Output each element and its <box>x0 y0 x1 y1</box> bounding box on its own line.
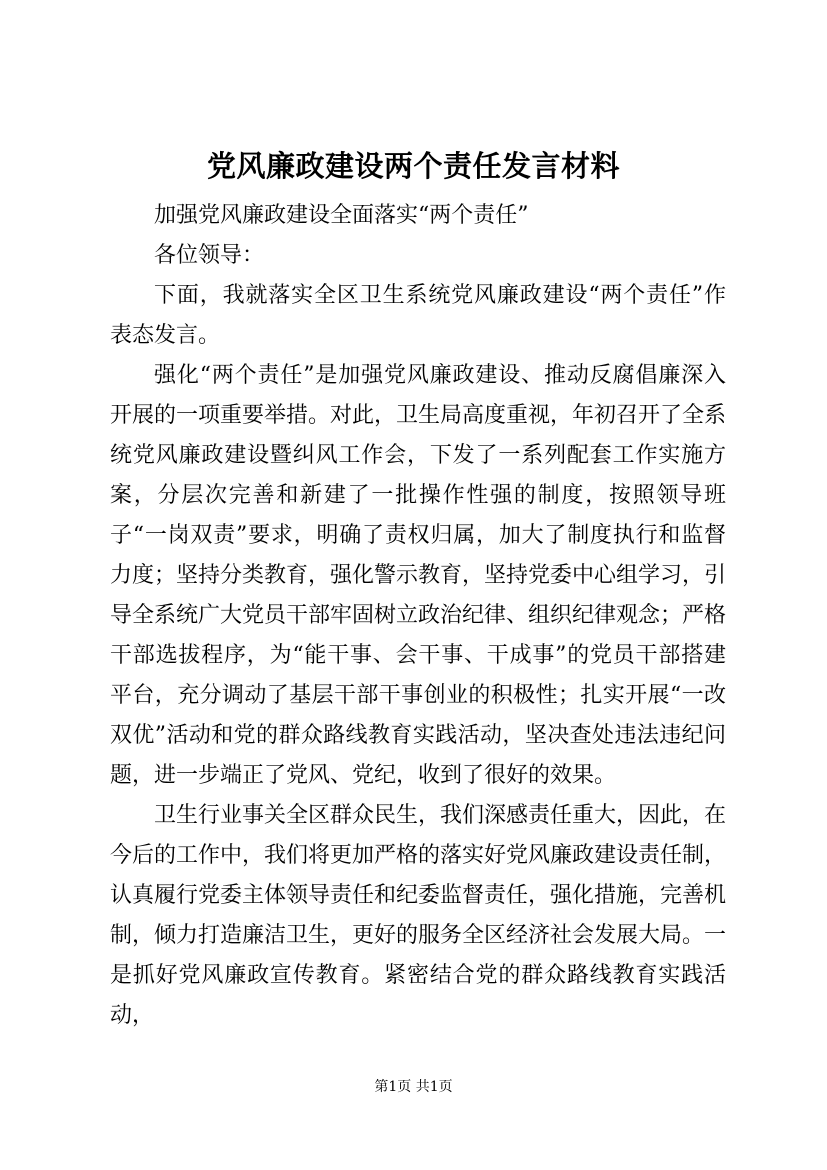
paragraph-plans: 卫生行业事关全区群众民生，我们深感责任重大，因此，在今后的工作中，我们将更加严格的落实好党风廉政建设责任制，认真履行党委主体领导责任和纪委监督责任，强化措施，完善机制，倾力打造廉洁卫生，更好的服务全区经济社会发展大局。一是抓好党风廉政宣传教育。紧密结合党的群众路线教育实践活动， <box>110 803 727 1028</box>
paragraph-salutation: 各位领导： <box>154 243 265 268</box>
document-body <box>110 196 726 1036</box>
paragraph-subtitle: 加强党风廉政建设全面落实“两个责任” <box>154 203 529 228</box>
paragraph-achievements: 强化“两个责任”是加强党风廉政建设、推动反腐倡廉深入开展的一项重要举措。对此，卫生局高度重视，年初召开了全系统党风廉政建设暨纠风工作会，下发了一系列配套工作实施方案，分层次完善和新建了一批操作性强的制度，按照领导班子“一岗双责”要求，明确了责权归属，加大了制度执行和监督力度；坚持分类教育，强化警示教育，坚持党委中心组学习，引导全系统广大党员干部牢固树立政治纪律、组织纪律观念；严格干部选拔程序，为“能干事、会干事、干成事”的党员干部搭建平台，充分调动了基层干部干事创业的积极性；扎实开展“一改双优”活动和党的群众路线教育实践活动，坚决查处违法违纪问题，进一步端正了党风、党纪，收到了很好的效果。 <box>110 363 727 788</box>
page-footer: 第1页 共1页 <box>374 1079 453 1095</box>
document-title: 党风廉政建设两个责任发言材料 <box>206 149 620 183</box>
paragraph-intro: 下面，我就落实全区卫生系统党风廉政建设“两个责任”作表态发言。 <box>110 283 726 348</box>
